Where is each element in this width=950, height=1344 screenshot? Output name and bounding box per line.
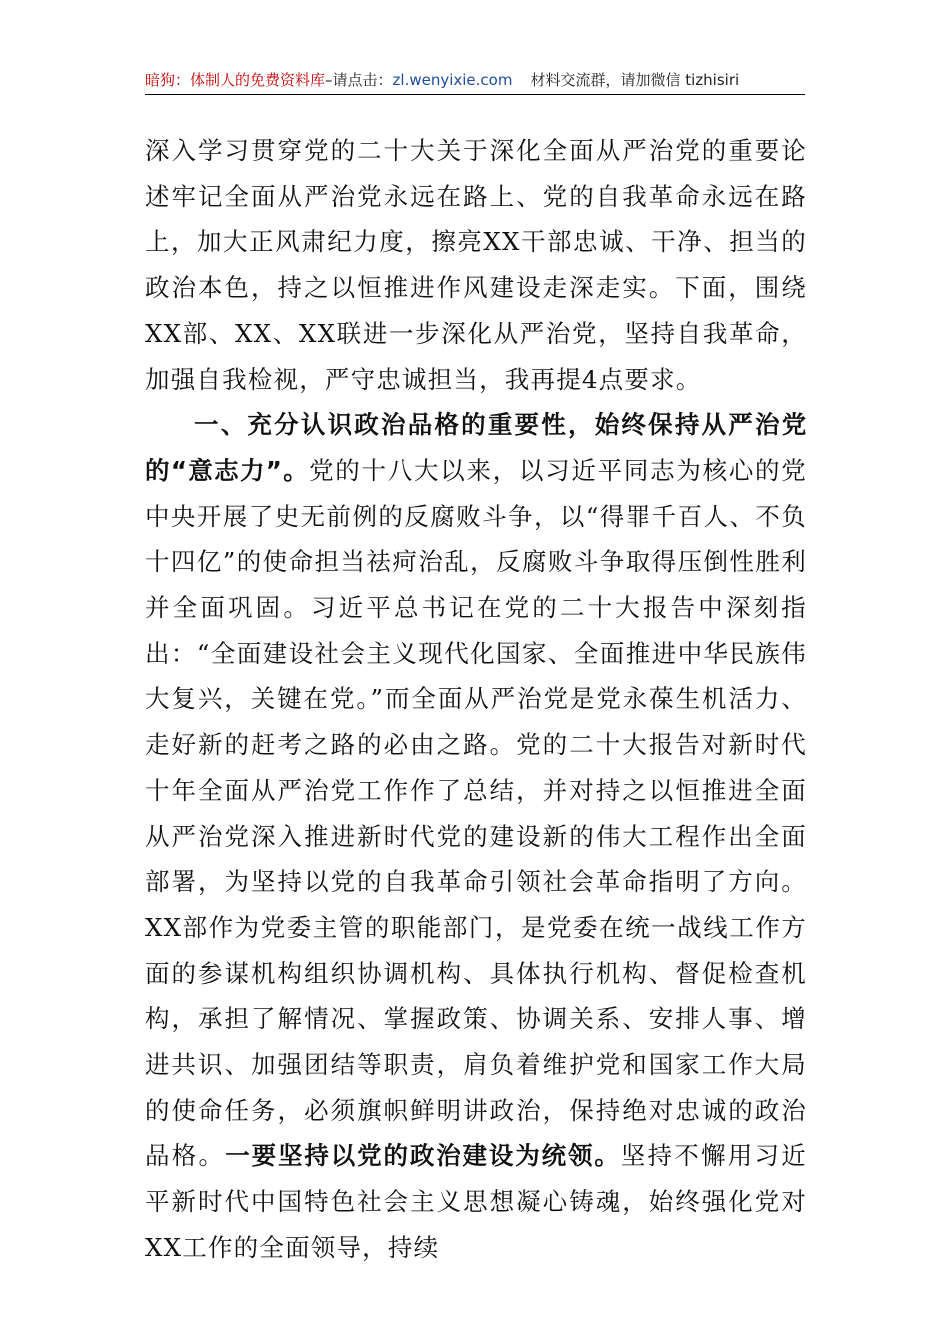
page-header <box>145 66 805 95</box>
header-wechat-note: 材料交流群，请加微信 tizhisiri <box>530 71 740 89</box>
sub-heading: 一要坚持以党的政治建设为统领。 <box>225 1141 621 1171</box>
sub-heading-body-text: 坚持不懈用习近平新时代中国特色社会主义思想凝心铸魂，始终强化党对XX工作的全面领导，持续 <box>145 1141 808 1262</box>
paragraph-intro: 深入学习贯穿党的二十大关于深化全面从严治党的重要论述牢记全面从严治党永远在路上、党的自我革命永远在路上，加大正风肃纪力度，擦亮XX干部忠诚、干净、担当的政治本色，持之以恒推进作风建设走深走实。下面，围绕XX部、XX、XX联进一步深化从严治党，坚持自我革命，加强自我检视，严守忠诚担当，我再提4点要求。 <box>145 136 807 394</box>
section-heading: 一、充分认识政治品格的重要性，始终保持从严治党的“意志力”。 <box>145 410 807 485</box>
header-click-prompt: –请点击： <box>325 71 393 89</box>
header-url-link[interactable]: zl.wenyixie.com <box>392 71 513 89</box>
paragraph-section-one <box>145 402 807 1270</box>
header-site-name: 暗狗：体制人的免费资料库 <box>145 71 326 89</box>
section-body-text: 党的十八大以来，以习近平同志为核心的党中央开展了史无前例的反腐败斗争，以“得罪千百人、不负十四亿”的使命担当祛疴治乱，反腐败斗争取得压倒性胜利并全面巩固。习近平总书记在党的二十大报告中深刻指出：“全面建设社会主义现代化国家、全面推进中华民族伟大复兴，关键在党。”而全面从严治党是党永葆生机活力、走好新的赶考之路的必由之路。党的二十大报告对新时代十年全面从严治党工作作了总结，并对持之以恒推进全面从严治党深入推进新时代党的建设新的伟大工程作出全面部署，为坚持以党的自我革命引领社会革命指明了方向。XX部作为党委主管的职能部门，是党委在统一战线工作方面的参谋机构组织协调机构、具体执行机构、督促检查机构，承担了解情况、掌握政策、协调关系、安排人事、增进共识、加强团结等职责，肩负着维护党和国家工作大局的使命任务，必须旗帜鲜明讲政治，保持绝对忠诚的政治品格。 <box>145 455 807 1171</box>
document-body <box>145 128 807 1271</box>
